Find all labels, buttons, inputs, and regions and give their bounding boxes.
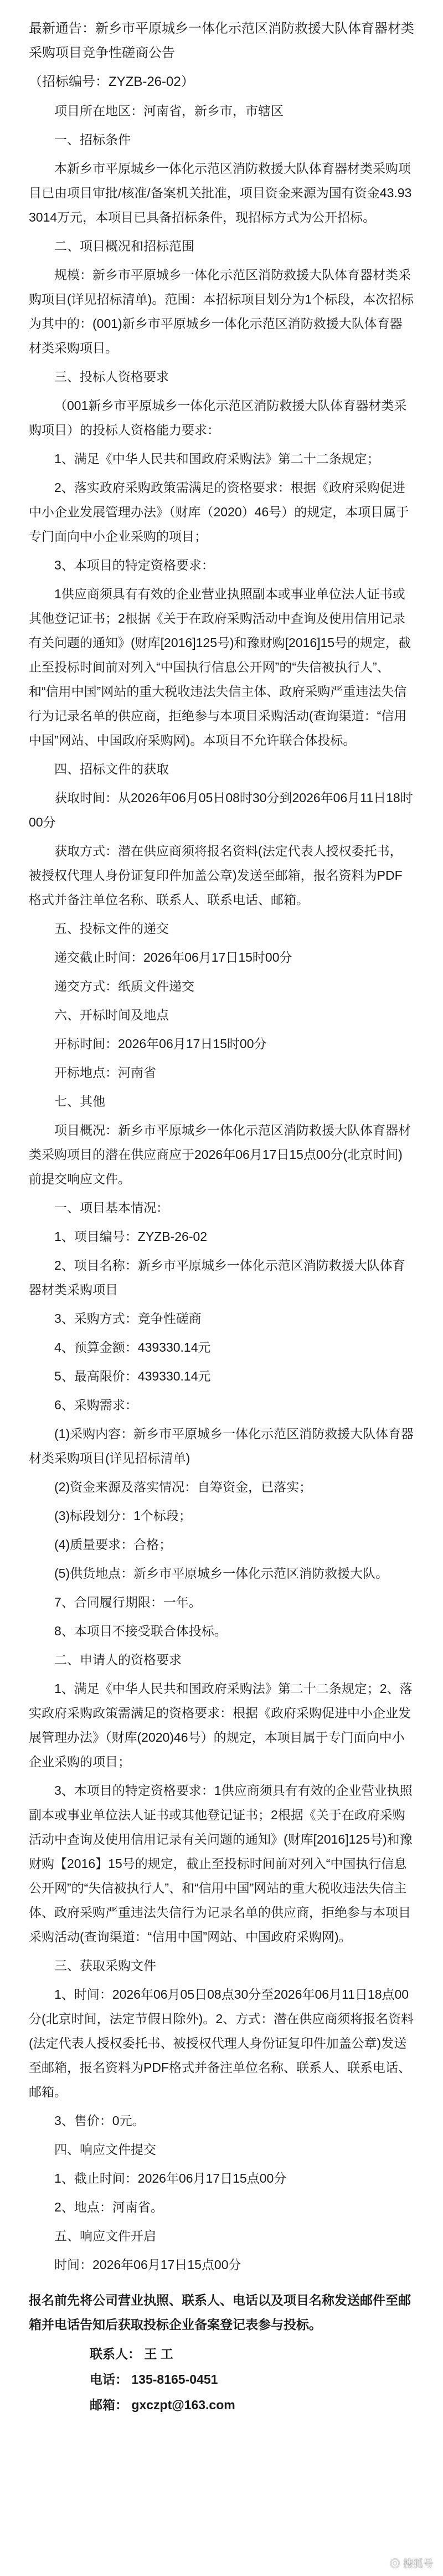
contact-person: 联系人： 王 工 xyxy=(90,2347,173,2361)
basic-info-item: 4、预算金额：439330.14元 xyxy=(54,1340,211,1354)
bid-opening-time: 开标时间：2026年06月17日15时00分 xyxy=(54,1036,267,1051)
announcement-title: 最新通告：新乡市平原城乡一体化示范区消防救援大队体育器材类采购项目竞争性磋商公告 xyxy=(29,21,414,60)
basic-info-item: 7、合同履行期限：一年。 xyxy=(54,1595,202,1609)
basic-info-item: 2、项目名称：新乡市平原城乡一体化示范区消防救援大队体育器材类采购项目 xyxy=(29,1258,405,1297)
qualification-item-1: 1、满足《中华人民共和国政府采购法》第二十二条规定； xyxy=(54,451,380,466)
contact-phone: 电话： 135-8165-0451 xyxy=(90,2372,218,2387)
project-summary-text: 项目概况：新乡市平原城乡一体化示范区消防救援大队体育器材类采购项目的潜在供应商应于2026年06月17日15点00分(北京时间)前提交响应文件。 xyxy=(29,1123,411,1186)
project-number: （招标编号：ZYZB-26-02） xyxy=(29,74,194,89)
response-opening-time: 时间：2026年06月17日15点00分 xyxy=(54,2257,241,2272)
section-heading-other: 七、其他 xyxy=(54,1094,105,1109)
basic-info-item: 1、项目编号：ZYZB-26-02 xyxy=(54,1229,208,1244)
qualification-specific-text: 1供应商须具有有效的企业营业执照副本或事业单位法人证书或其他登记证书；2根据《关于在政府采购活动中查询及使用信用记录有关问题的通知》(财库[2016]125号)和豫财购[2016]15号的规定，截止至投标时间前对列入“中国执行信息公开网”的“失信被执行人”、和“信用中国”网站的重大税收违法失信主体、政府采购严重违法失信行为记录名单的供应商，拒绝参与本项目采购活动(查询渠道：“信用中国”网站、中国政府采购网)。本项目不允许联合体投标。 xyxy=(29,587,411,747)
qualification-item-2: 2、落实政府采购政策需满足的资格要求：根据《政府采购促进中小企业发展管理办法》（财库（2020）46号）的规定，本项目属于专门面向中小企业采购的项目； xyxy=(29,480,409,543)
basic-info-item: 5、最高限价：439330.14元 xyxy=(54,1369,211,1383)
project-location: 项目所在地区：河南省，新乡市，市辖区 xyxy=(54,104,284,118)
section-heading-bidder-qualifications: 三、投标人资格要求 xyxy=(54,370,169,384)
watermark-logo: ⦿ 搜狐号 xyxy=(390,2558,433,2570)
procurement-docs-text: 1、时间：2026年06月05日08点30分至2026年06月11日18点00分(北京时间，法定节假日除外)。2、方式：潜在供应商须将报名资料(法定代表人授权委托书、被授权代理人身份证复印件加盖公章)发送至邮箱，报名资料为PDF格式并备注单位名称、联系人、联系电话、邮箱。 xyxy=(29,1987,414,2099)
basic-info-item: (5)供货地点：新乡市平原城乡一体化示范区消防救援大队。 xyxy=(54,1566,389,1581)
submission-deadline: 递交截止时间：2026年06月17日15时00分 xyxy=(54,950,292,964)
basic-info-item: (4)质量要求：合格； xyxy=(54,1537,172,1552)
section-heading-response-submission: 四、响应文件提交 xyxy=(54,2142,156,2157)
response-place: 2、地点：河南省。 xyxy=(54,2200,163,2214)
project-overview-text: 规模：新乡市平原城乡一体化示范区消防救援大队体育器材类采购项目(详见招标清单)。范围：本招标项目划分为1个标段，本次招标为其中的：(001)新乡市平原城乡一体化示范区消防救援大队体育器材类采购项目。 xyxy=(29,268,414,355)
applicant-qualification-text: 1、满足《中华人民共和国政府采购法》第二十二条规定；2、落实政府采购政策需满足的资格要求：根据《政府采购促进中小企业发展管理办法》（财库(2020)46号）的规定，本项目属于专门面向中小企业采购的项目； xyxy=(29,1681,413,1769)
submission-method: 递交方式：纸质文件递交 xyxy=(54,979,194,993)
obtain-method: 获取方式：潜在供应商须将报名资料(法定代表人授权委托书，被授权代理人身份证复印件加盖公章)发送至邮箱，报名资料为PDF格式并备注单位名称、联系人、联系电话、邮箱。 xyxy=(29,844,403,907)
section-heading-bidding-conditions: 一、招标条件 xyxy=(54,132,131,147)
basic-info-item: 6、采购需求： xyxy=(54,1398,138,1412)
qualification-item-3: 3、本项目的特定资格要求： xyxy=(54,558,214,572)
section-heading-obtain-documents: 四、招标文件的获取 xyxy=(54,762,169,776)
section-heading-project-overview: 二、项目概况和招标范围 xyxy=(54,239,194,253)
section-heading-bid-opening: 六、开标时间及地点 xyxy=(54,1008,169,1022)
basic-info-item: (1)采购内容：新乡市平原城乡一体化示范区消防救援大队体育器材类采购项目(详见招标清单) xyxy=(29,1426,414,1465)
section-heading-response-opening: 五、响应文件开启 xyxy=(54,2229,156,2243)
section-heading-applicant-qualifications: 二、申请人的资格要求 xyxy=(54,1653,182,1667)
basic-info-item: (2)资金来源及落实情况：自筹资金，已落实； xyxy=(54,1480,312,1494)
registration-notice: 报名前先将公司营业执照、联系人、电话以及项目名称发送邮件至邮箱并电话告知后获取投标企业备案登记表参与投标。 xyxy=(29,2293,411,2332)
basic-info-item: 3、采购方式：竞争性磋商 xyxy=(54,1311,202,1326)
section-heading-submission: 五、投标文件的递交 xyxy=(54,921,169,936)
response-deadline: 1、截止时间：2026年06月17日15点00分 xyxy=(54,2171,287,2185)
basic-info-item: (3)标段划分：1个标段； xyxy=(54,1508,192,1523)
qualification-intro: （001新乡市平原城乡一体化示范区消防救援大队体育器材类采购项目）的投标人资格能力要求： xyxy=(29,398,407,437)
procurement-docs-price: 3、售价：0元。 xyxy=(54,2113,145,2128)
section-heading-basic-info: 一、项目基本情况： xyxy=(54,1200,169,1215)
applicant-specific-qualification-text: 3、本项目的特定资格要求：1供应商须具有有效的企业营业执照副本或事业单位法人证书或其他登记证书；2根据《关于在政府采购活动中查询及使用信用记录有关问题的通知》(财库[2016]125号)和豫财购【2016】15号的规定，截止至投标时间前对列入“中国执行信息公开网”的“失信被执行人”、和“信用中国”网站的重大税收违法失信主体、政府采购严重违法失信行为记录名单的供应商，拒绝参与本项目采购活动(查询渠道：“信用中国”网站、中国政府采购网)。 xyxy=(29,1783,413,1944)
basic-info-item: 8、本项目不接受联合体投标。 xyxy=(54,1624,227,1638)
bid-opening-place: 开标地点：河南省 xyxy=(54,1065,156,1080)
contact-email: 邮箱： gxczpt@163.com xyxy=(90,2398,235,2412)
bidding-conditions-text: 本新乡市平原城乡一体化示范区消防救援大队体育器材类采购项目已由项目审批/核准/备案机关批准，项目资金来源为国有资金43.933014万元，本项目已具备招标条件，现招标方式为公开招标。 xyxy=(29,161,412,224)
obtain-time: 获取时间：从2026年06月05日08时30分到2026年06月11日18时00分 xyxy=(29,791,413,829)
section-heading-get-procurement-docs: 三、获取采购文件 xyxy=(54,1958,156,1973)
